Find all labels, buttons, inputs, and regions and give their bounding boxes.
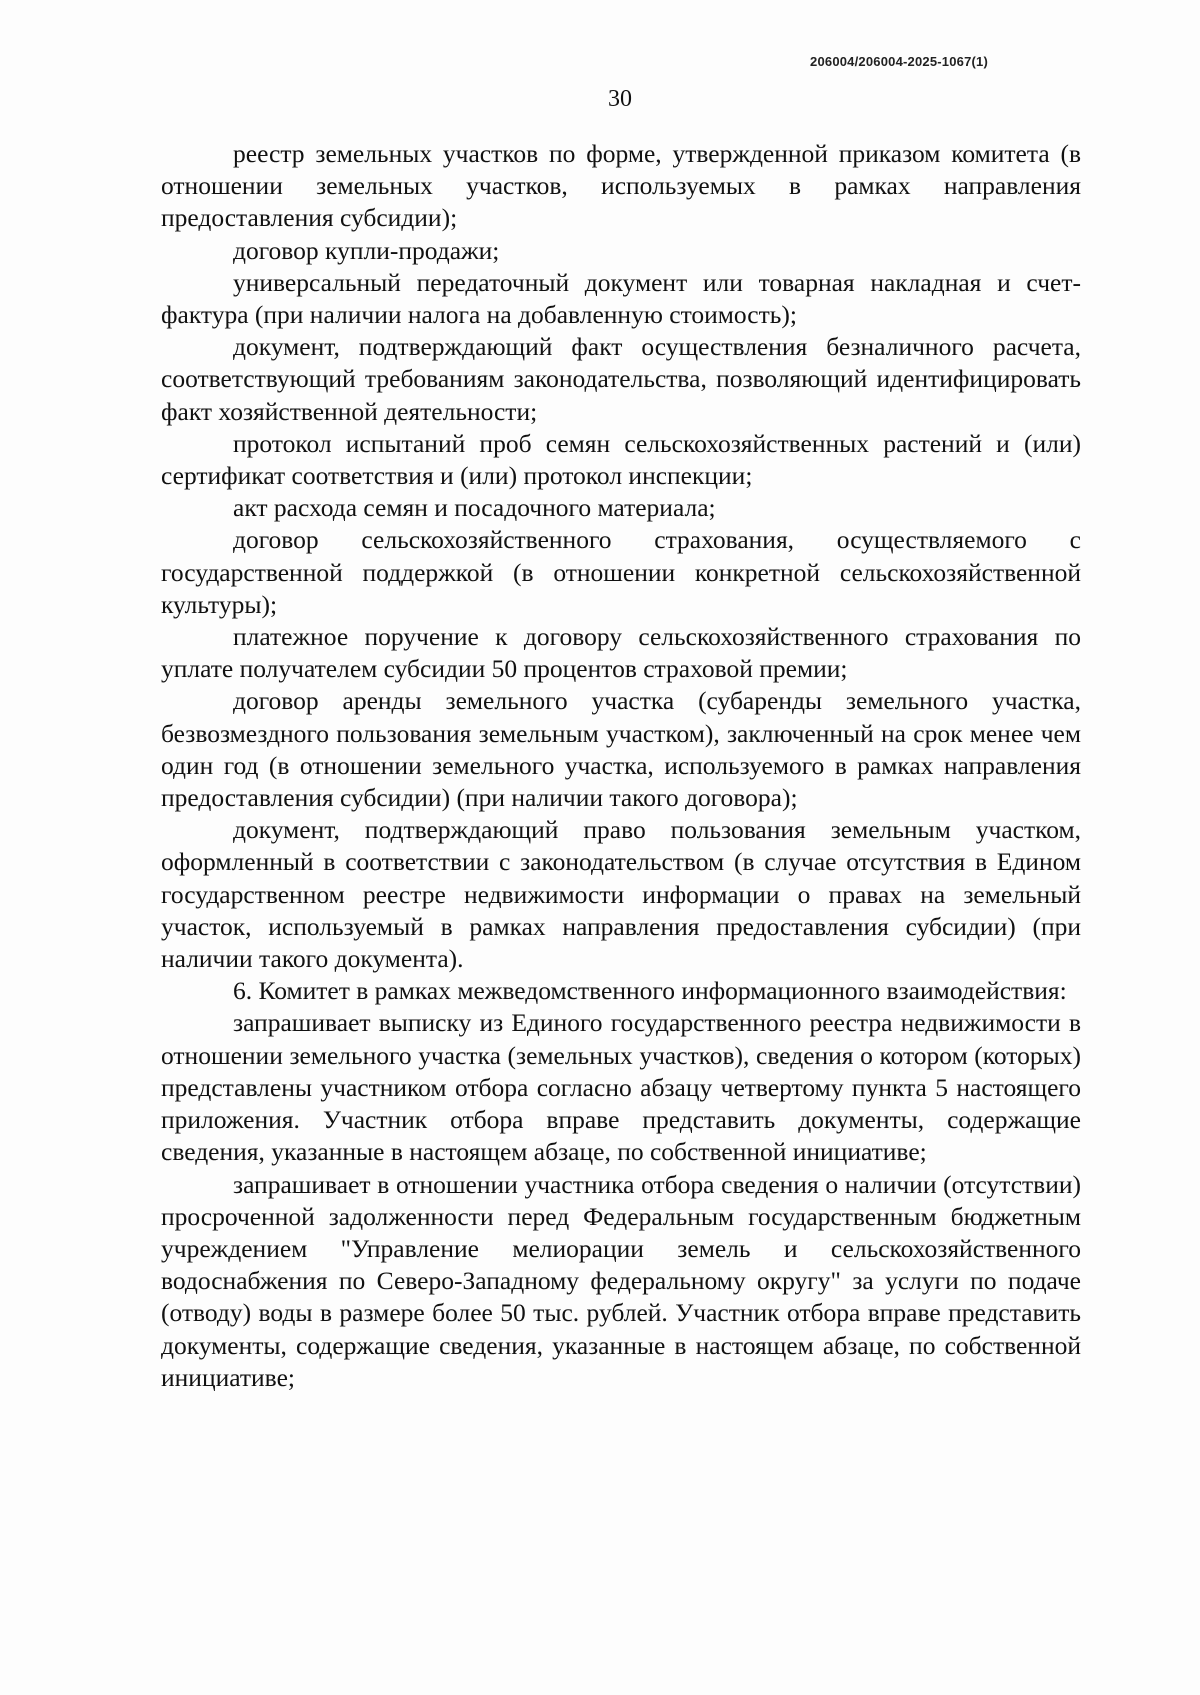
paragraph-item-6: 6. Комитет в рамках межведомственного информационного взаимодействия: xyxy=(233,976,1067,1006)
page-number: 30 xyxy=(608,86,632,112)
document-body xyxy=(161,138,1081,1394)
paragraph-payment-document: документ, подтверждающий факт осуществления безналичного расчета, соответствующий требованиям законодательства, позволяющий идентифицировать факт хозяйственной деятельности; xyxy=(161,332,1081,426)
document-id: 206004/206004-2025-1067(1) xyxy=(810,54,988,69)
paragraph-transfer-document: универсальный передаточный документ или товарная накладная и счет-фактура (при наличии налога на добавленную стоимость); xyxy=(161,267,1081,330)
paragraph-debt-request: запрашивает в отношении участника отбора сведения о наличии (отсутствии) просроченной задолженности перед Федеральным государственным бюджетным учреждением "Управление мелиорации земель и сельскохозяйственного водоснабжения по Северо-Западному федеральному округу" за услуги по подаче (отводу) воды в размере более 50 тыс. рублей. Участник отбора вправе представить документы, содержащие сведения, указанные в настоящем абзаце, по собственной инициативе; xyxy=(161,1169,1081,1392)
paragraph-seed-consumption-act: акт расхода семян и посадочного материала; xyxy=(233,493,716,523)
paragraph-insurance-contract: договор сельскохозяйственного страхования, осуществляемого с государственной поддержкой (в отношении конкретной сельскохозяйственной культуры); xyxy=(161,525,1081,619)
paragraph-land-use-right: документ, подтверждающий право пользования земельным участком, оформленный в соответствии с законодательством (в случае отсутствия в Едином государственном реестре недвижимости информации о правах на земельный участок, используемый в рамках направления предоставления субсидии) (при наличии такого документа). xyxy=(161,815,1081,974)
paragraph-payment-order: платежное поручение к договору сельскохозяйственного страхования по уплате получателем субсидии 50 процентов страховой премии; xyxy=(161,622,1081,684)
paragraph-land-registry: реестр земельных участков по форме, утвержденной приказом комитета (в отношении земельных участков, используемых в рамках направления предоставления субсидии); xyxy=(161,139,1081,233)
paragraph-lease-contract: договор аренды земельного участка (субаренды земельного участка, безвозмездного пользования земельным участком), заключенный на срок менее чем один год (в отношении земельного участка, используемого в рамках направления предоставления субсидии) (при наличии такого договора); xyxy=(161,686,1081,813)
paragraph-sale-contract: договор купли-продажи; xyxy=(233,235,500,265)
paragraph-seed-test-protocol: протокол испытаний проб семян сельскохозяйственных растений и (или) сертификат соответствия и (или) протокол инспекции; xyxy=(161,428,1081,491)
paragraph-registry-extract: запрашивает выписку из Единого государственного реестра недвижимости в отношении земельного участка (земельных участков), сведения о котором (которых) представлены участником отбора согласно абзацу четвертому пункта 5 настоящего приложения. Участник отбора вправе представить документы, содержащие сведения, указанные в настоящем абзаце, по собственной инициативе; xyxy=(161,1008,1081,1167)
